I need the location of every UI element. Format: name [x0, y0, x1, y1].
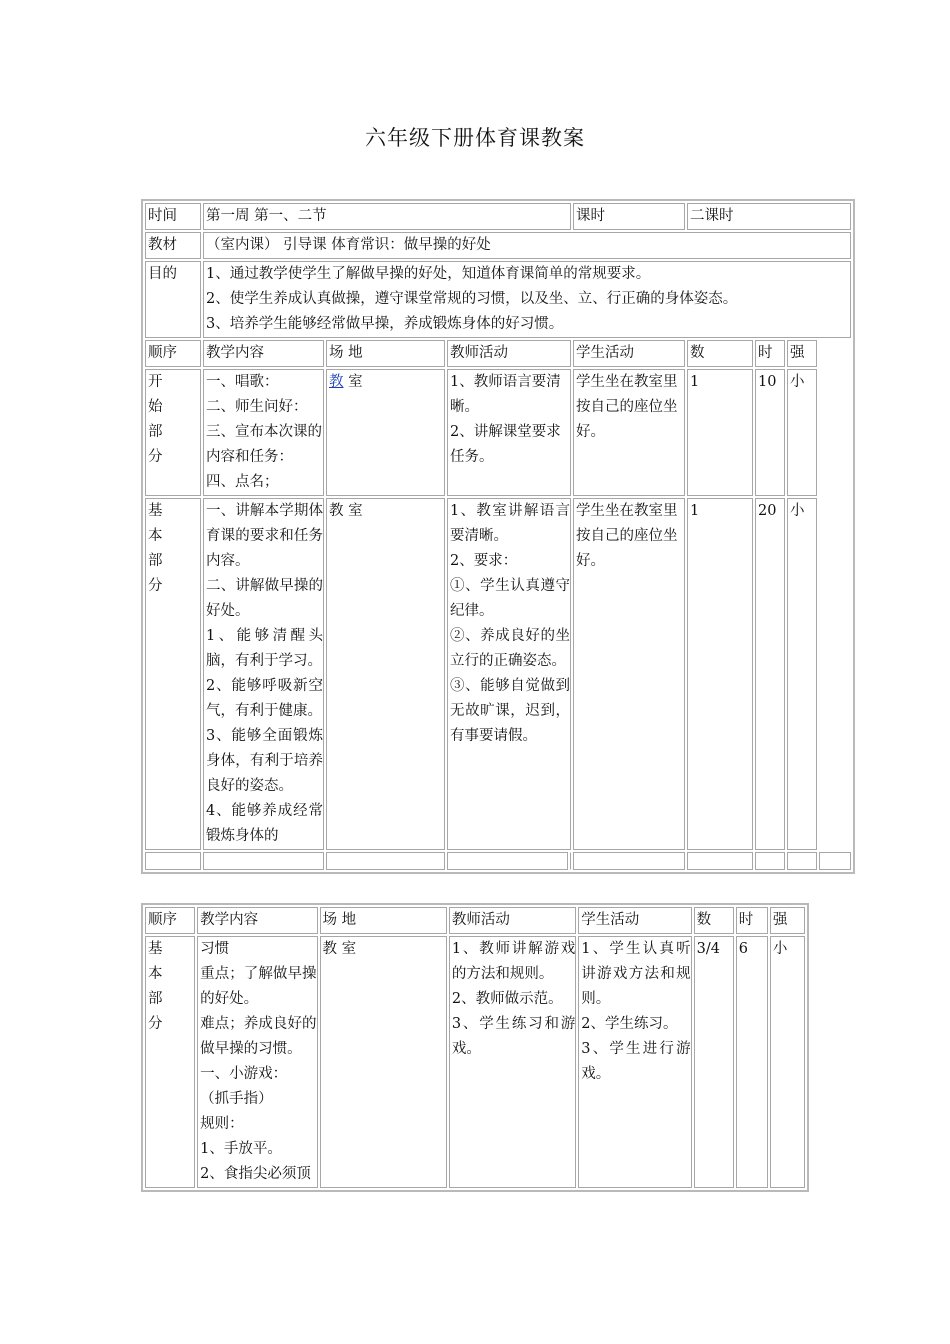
- order-text: 开始部分: [148, 374, 163, 465]
- header-teacher: 教师活动: [447, 340, 571, 367]
- goal-item: 2、使学生养成认真做操，遵守课堂常规的习惯，以及坐、立、行正确的身体姿态。: [206, 291, 738, 307]
- student-cell: 学生坐在教室里按自己的座位坐好。: [573, 498, 685, 850]
- header-teacher: 教师活动: [449, 907, 576, 934]
- teacher-cell: 1、教师语言要清晰。 2、讲解课堂要求任务。: [447, 369, 571, 496]
- header-student: 学生活动: [578, 907, 691, 934]
- goal-label: 目的: [145, 261, 201, 338]
- header-venue: 场 地: [326, 340, 445, 367]
- header-intensity: 强: [787, 340, 817, 367]
- venue-cell: 教 室: [320, 936, 447, 1188]
- header-time: 时: [736, 907, 768, 934]
- header-time: 时: [755, 340, 785, 367]
- header-content: 教学内容: [197, 907, 317, 934]
- student-cell: 1、学生认真听讲游戏方法和规则。 2、学生练习。 3、学生进行游戏。: [578, 936, 691, 1188]
- count-cell: 3/4: [694, 936, 734, 1188]
- time-cell: 20: [755, 498, 785, 850]
- intensity-cell: 小: [787, 498, 817, 850]
- order-text: 基本部分: [148, 941, 163, 1032]
- material-row: [145, 232, 851, 259]
- intensity-cell: 小: [770, 936, 805, 1188]
- time-value: 第一周 第一、二节: [203, 203, 571, 230]
- material-label: 教材: [145, 232, 201, 259]
- table-row: [145, 369, 851, 496]
- intensity-cell: 小: [787, 369, 817, 496]
- goal-item: 3、培养学生能够经常做早操，养成锻炼身体的好习惯。: [206, 316, 564, 332]
- goal-row: [145, 261, 851, 338]
- material-value: （室内课） 引导课 体育常识：做早操的好处: [203, 232, 851, 259]
- count-cell: 1: [687, 498, 753, 850]
- table-row: [145, 936, 805, 1188]
- header-intensity: 强: [770, 907, 805, 934]
- header-order: 顺序: [145, 907, 195, 934]
- period-value: 二课时: [687, 203, 851, 230]
- venue-cell: 教 室: [326, 498, 445, 850]
- order-cell: [145, 936, 195, 1188]
- order-text: 基本部分: [148, 503, 163, 594]
- header-row: [145, 340, 851, 367]
- header-count: 数: [687, 340, 753, 367]
- student-cell: 学生坐在教室里按自己的座位坐好。: [573, 369, 685, 496]
- teacher-cell: 1、教室讲解语言要清晰。 2、要求： ①、学生认真遵守纪律。 ②、养成良好的坐立行的正确姿态。 ③、能够自觉做到无故旷课，迟到，有事要请假。: [447, 498, 571, 850]
- header-order: 顺序: [145, 340, 201, 367]
- time-cell: 6: [736, 936, 768, 1188]
- header-venue: 场 地: [320, 907, 447, 934]
- goal-list: [203, 261, 851, 338]
- header-count: 数: [694, 907, 734, 934]
- order-cell: [145, 369, 201, 496]
- page-title: 六年级下册体育课教案: [365, 126, 585, 150]
- venue-cell: [326, 369, 445, 496]
- blank-row: [145, 852, 851, 870]
- time-label: 时间: [145, 203, 201, 230]
- header-student: 学生活动: [573, 340, 685, 367]
- order-cell: [145, 498, 201, 850]
- content-cell: 一、讲解本学期体育课的要求和任务内容。 二、讲解做早操的好处。 1、能够清醒头脑，有利于学习。 2、能够呼吸新空气，有利于健康。 3、能够全面锻炼身体，有利于培养良好的姿态。 4、能够养成经常锻炼身体的: [203, 498, 324, 850]
- period-label: 课时: [573, 203, 685, 230]
- time-cell: 10: [755, 369, 785, 496]
- header-row: [145, 907, 805, 934]
- table-row: [145, 498, 851, 850]
- count-cell: 1: [687, 369, 753, 496]
- content-cell: 习惯 重点；了解做早操的好处。 难点；养成良好的做早操的习惯。 一、小游戏： （抓手指） 规则： 1、手放平。 2、食指尖必须顶: [197, 936, 317, 1188]
- content-cell: 一、唱歌： 二、师生问好： 三、宣布本次课的内容和任务： 四、点名；: [203, 369, 324, 496]
- header-content: 教学内容: [203, 340, 324, 367]
- lesson-plan-table-1: [141, 199, 855, 874]
- lesson-plan-table-2: [141, 903, 809, 1192]
- teacher-cell: 1、教师讲解游戏的方法和规则。 2、教师做示范。 3、学生练习和游戏。: [449, 936, 576, 1188]
- venue-text: 室: [343, 374, 363, 390]
- time-row: [145, 203, 851, 230]
- venue-link[interactable]: 教: [329, 374, 344, 390]
- goal-item: 1、通过教学使学生了解做早操的好处，知道体育课简单的常规要求。: [206, 266, 651, 282]
